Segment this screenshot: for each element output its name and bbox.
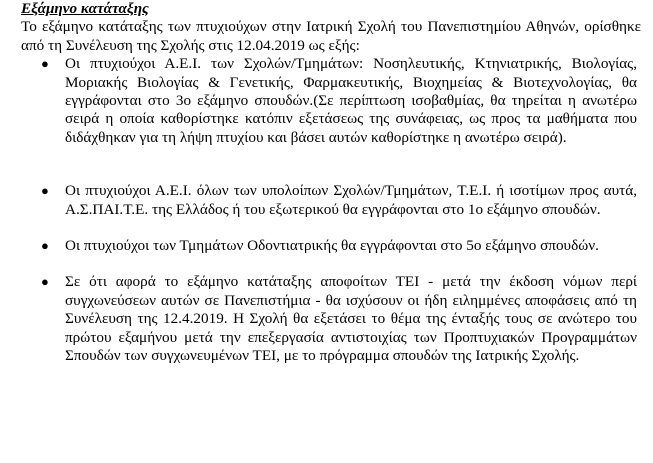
- list-item-text: Σε ότι αφορά το εξάμηνο κατάταξης αποφοίτων ΤΕΙ - μετά την έκδοση νόμων περί συγχωνεύσεων αυτών σε Πανεπιστήμια - θα ισχύσουν οι ήδη ειλημμένες αποφάσεις από τη Συνέλευση της 12.4.2019. Η Σχολή θα εξετάσει το θέμα της ένταξής τους σε ανώτερο του πρώτου εξαμήνου μετά την επεξεργασία αντιστοιχίας των Προπτυχιακών Προγραμμάτων Σπουδών των συγχωνευμένων ΤΕΙ, με το πρόγραμμα σπουδών της Ιατρικής Σχολής.: [65, 273, 637, 365]
- list-item: [21, 237, 637, 255]
- list-item: [21, 182, 637, 219]
- bullet-icon: ●: [41, 56, 49, 72]
- list-item-text: Οι πτυχιούχοι των Τμημάτων Οδοντιατρικής θα εγγράφονται στο 5ο εξάμηνο σπουδών.: [65, 237, 599, 255]
- intro-paragraph: Το εξάμηνο κατάταξης των πτυχιούχων στην Ιατρική Σχολή του Πανεπιστημίου Αθηνών, ορίσθηκε από τη Συνέλευση της Σχολής στις 12.04.2019 ως εξής:: [21, 18, 641, 54]
- list-item-text: Οι πτυχιούχοι Α.Ε.Ι. όλων των υπολοίπων Σχολών/Τμημάτων, Τ.Ε.Ι. ή ισοτίμων προς αυτά, Α.Σ.ΠΑΙ.Τ.Ε. της Ελλάδος ή του εξωτερικού θα εγγράφονται στο 1ο εξάμηνο σπουδών.: [65, 182, 637, 218]
- list-item: [21, 55, 637, 147]
- bullet-icon: ●: [41, 183, 49, 199]
- placement-rules-list: [21, 55, 653, 365]
- document-title: Εξάμηνο κατάταξης: [21, 0, 149, 17]
- list-item: [21, 273, 637, 365]
- list-item-text: Οι πτυχιούχοι Α.Ε.Ι. των Σχολών/Τμημάτων: Νοσηλευτικής, Κτηνιατρικής, Βιολογίας, Μοριακής Βιολογίας & Γενετικής, Φαρμακευτικής, Βιοχημείας & Βιοτεχνολογίας, θα εγγράφονται στο 3ο εξάμηνο σπουδών.(Σε περίπτωση ισοβαθμίας, θα τηρείται η ανωτέρω σειρά η οποία καθορίστηκε κατόπιν εξετάσεως της συνάφειας, ως προς τα μαθήματα που διδάχθηκαν για τη λήψη πτυχίου και βάσει αυτών καθορίστηκε η ανωτέρω σειρά).: [65, 55, 637, 146]
- bullet-icon: ●: [41, 238, 49, 254]
- bullet-icon: ●: [41, 274, 49, 290]
